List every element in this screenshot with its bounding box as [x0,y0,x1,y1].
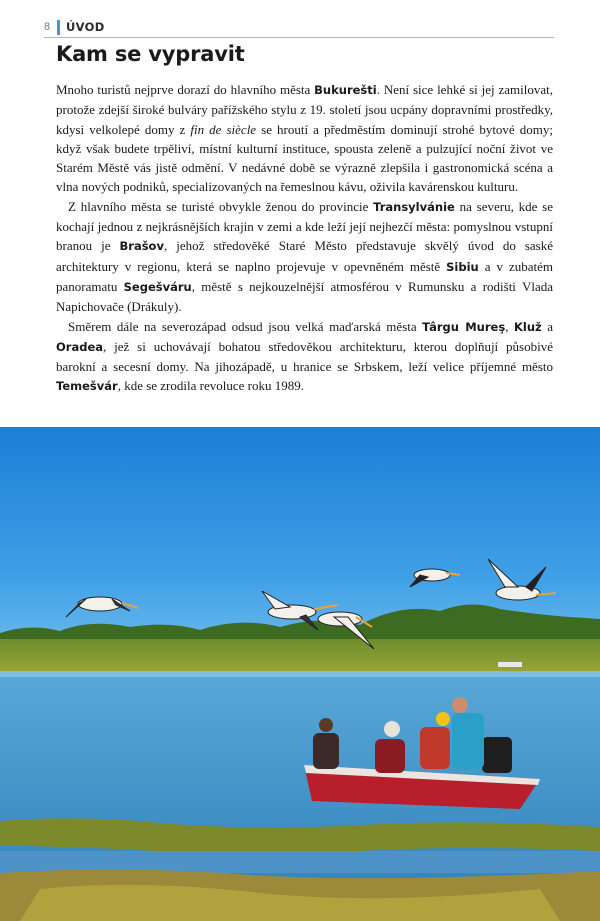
running-header [44,17,554,38]
paragraph-transylvania [56,197,553,317]
text-run: Směrem dále na severozápad odsud jsou velká maďarská města [68,318,423,334]
text-run: , kde se zrodila revoluce roku 1989. [117,378,304,394]
place-segesvaru: Segešváru [123,279,192,294]
outboard-motor [482,737,512,773]
text-run: na severu, kde se kochají jednou z nejkrásnějších krajin v zemi a kde leží její nejhezčí města: pomyslnou vstupní branou je [56,198,553,254]
place-oradea: Oradea [56,339,103,354]
place-bukuresti: Bukurešti [314,83,377,97]
text-run: , jež si uchovávají bohatou středověkou architekturu, kterou doplňují působivé barokní a secesní domy. Na jihozápadě, u hranice se Srbskem, leží velice příjemné město [56,338,553,375]
place-temesvar: Temešvár [56,379,118,394]
page-number: 8 [44,21,51,33]
text-run: a v zubatém panoramatu [56,258,553,294]
section-accent-bar [57,20,60,35]
place-kluz: Kluž [513,319,542,334]
text-run: . Není sice lehké si jej zamilovat, protože zdejší široké bulváry pařížského stylu z 19. století jsou ucpány dopravními prostředky, kdysi velkolepé domy z [56,82,554,137]
place-transylvanie: Transylvánie [373,199,455,214]
text-run: , jehož středověké Staré Město představuje skvělý úvod do saské architektury v regionu, která se naplno projevuje v opevněném městě [56,238,554,274]
text-run: a [541,318,554,334]
page-title: Kam se vypravit [56,42,245,66]
paragraph-northwest [56,317,553,397]
danube-delta-photo [0,427,600,921]
body-text [56,80,553,397]
paragraph-bucharest [56,80,553,197]
section-label: ÚVOD [66,20,105,34]
place-brasov: Brašov [119,239,164,254]
text-run: , [505,318,514,334]
water-shine [0,671,600,677]
place-targu-mures: Târgu Mureş [422,319,506,334]
text-run: Z hlavního města se turisté obvykle ženou do provincie [68,198,374,214]
place-sibiu: Sibiu [446,259,479,274]
text-run: , městě s nejkouzelnější atmosférou v Rumunsku a rodišti Vlada Napichovače (Drákuly). [56,278,553,315]
text-run: se hroutí a předměstím dominují strohé bytové domy; když však budete trpěliví, místní kulturní instituce, spousta zeleně a pulzující noční život ve Starém Městě vás jistě odmění. V nedávné době se výrazně zlepšila i gastronomická scéna a vlna nových podniků, specializovaných na řemeslnou kávu, oživila kavárenskou kulturu. [56,121,553,195]
distant-boat [498,662,522,667]
reed-bank [0,639,600,673]
italic-phrase: fin de siècle [190,121,257,137]
text-run: Mnoho turistů nejprve dorazí do hlavního města [56,82,315,97]
